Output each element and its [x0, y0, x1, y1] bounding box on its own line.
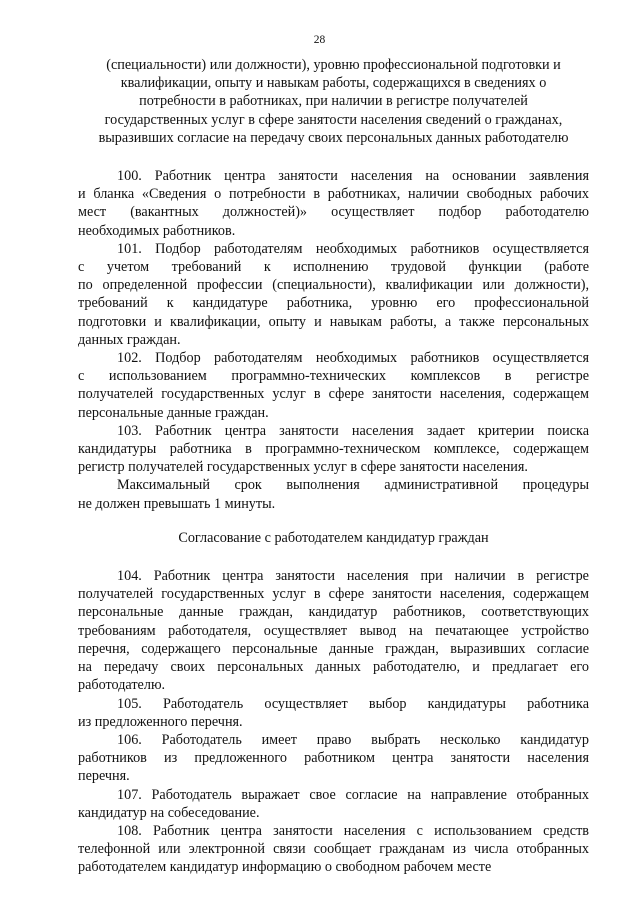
paragraph-line: 102. Подбор работодателям необходимых работников осуществляется [117, 350, 589, 367]
paragraph-line: 104. Работник центра занятости населения при наличии в регистре [117, 568, 589, 585]
paragraph-line: 107. Работодатель выражает свое согласие на направление отобранных [117, 786, 589, 803]
paragraph [78, 786, 589, 822]
paragraph-line: Максимальный срок выполнения административной процедуры [117, 477, 589, 494]
paragraph-group-selection [78, 167, 589, 513]
paragraph-line: 105. Работодатель осуществляет выбор кандидатуры работника [117, 695, 589, 712]
paragraph [78, 167, 589, 240]
paragraph-line: работников из предложенного работником центра занятости населения [78, 750, 589, 767]
paragraph-line: из предложенного перечня. [78, 713, 243, 730]
paragraph-line: телефонной или электронной связи сообщает гражданам из числа отобранных [78, 841, 589, 858]
paragraph-line: регистр получателей государственных услуг в сфере занятости населения. [78, 459, 528, 476]
heading-line: выразивших согласие на передачу своих персональных данных работодателю [98, 129, 569, 146]
paragraph-line: перечня. [78, 768, 130, 785]
section-heading-continued [78, 56, 589, 147]
paragraph-line: 100. Работник центра занятости населения на основании заявления [117, 168, 589, 185]
heading-line: квалификации, опыту и навыкам работы, содержащихся в сведениях о [120, 75, 547, 92]
heading-line: потребности в работниках, при наличии в регистре получателей [139, 93, 528, 110]
paragraph-line: персональные данные граждан, кандидатур работников, соответствующих [78, 604, 589, 621]
paragraph-line: по определенной профессии (специальности), квалификации или должности), [78, 277, 589, 294]
paragraph [78, 349, 589, 422]
paragraph [78, 567, 589, 694]
paragraph-line: требованиям работодателя, осуществляет вывод на печатающее устройство [78, 622, 589, 639]
paragraph-group-approval [78, 567, 589, 876]
paragraph-line: и бланка «Сведения о потребности в работниках, наличии свободных рабочих [78, 186, 589, 203]
paragraph [78, 476, 589, 512]
page-number: 28 [313, 34, 326, 46]
paragraph-line: перечня, содержащего персональные данные граждан, выразивших согласие [78, 640, 589, 657]
paragraph-line: кандидатур на собеседование. [78, 804, 260, 821]
paragraph-line: 103. Работник центра занятости населения задает критерии поиска [117, 422, 589, 439]
paragraph-line: на передачу своих персональных данных работодателю, и предлагает его [78, 659, 589, 676]
paragraph-line: с использованием программно-технических комплексов в регистре [78, 368, 589, 385]
paragraph-line: 101. Подбор работодателям необходимых работников осуществляется [117, 240, 589, 257]
paragraph-line: 108. Работник центра занятости населения с использованием средств [117, 822, 589, 839]
paragraph-line: работодателю. [78, 677, 166, 694]
heading-line: государственных услуг в сфере занятости населения сведений о гражданах, [104, 111, 563, 128]
paragraph [78, 240, 589, 349]
paragraph-line: требований к кандидатуре работника, уровню его профессиональной [78, 295, 589, 312]
paragraph-line: данных граждан. [78, 331, 181, 348]
paragraph-line: кандидатуры работника в программно-техническом комплексе, содержащем [78, 441, 589, 458]
paragraph-line: не должен превышать 1 минуты. [78, 495, 276, 512]
paragraph-line: получателей государственных услуг в сфере занятости населения, содержащем [78, 386, 589, 403]
paragraph [78, 695, 589, 731]
paragraph [78, 422, 589, 477]
paragraph-line: работодателем кандидатур информацию о свободном рабочем месте [78, 859, 492, 876]
paragraph-line: с учетом требований к исполнению трудовой функции (работе [78, 259, 589, 276]
heading-line: (специальности) или должности), уровню профессиональной подготовки и [106, 57, 561, 73]
paragraph [78, 822, 589, 877]
paragraph-line: получателей государственных услуг в сфере занятости населения, содержащем [78, 586, 589, 603]
paragraph-line: персональные данные граждан. [78, 404, 269, 421]
paragraph-line: подготовки и квалификации, опыту и навыкам работы, а также персональных [78, 313, 589, 330]
paragraph [78, 731, 589, 786]
paragraph-line: необходимых работников. [78, 222, 236, 239]
section-title: Согласование с работодателем кандидатур граждан [178, 529, 489, 546]
document-body [78, 56, 589, 877]
paragraph-line: мест (вакантных должностей)» осуществляет подбор работодателю [78, 204, 589, 221]
paragraph-line: 106. Работодатель имеет право выбрать несколько кандидатур [117, 731, 589, 748]
